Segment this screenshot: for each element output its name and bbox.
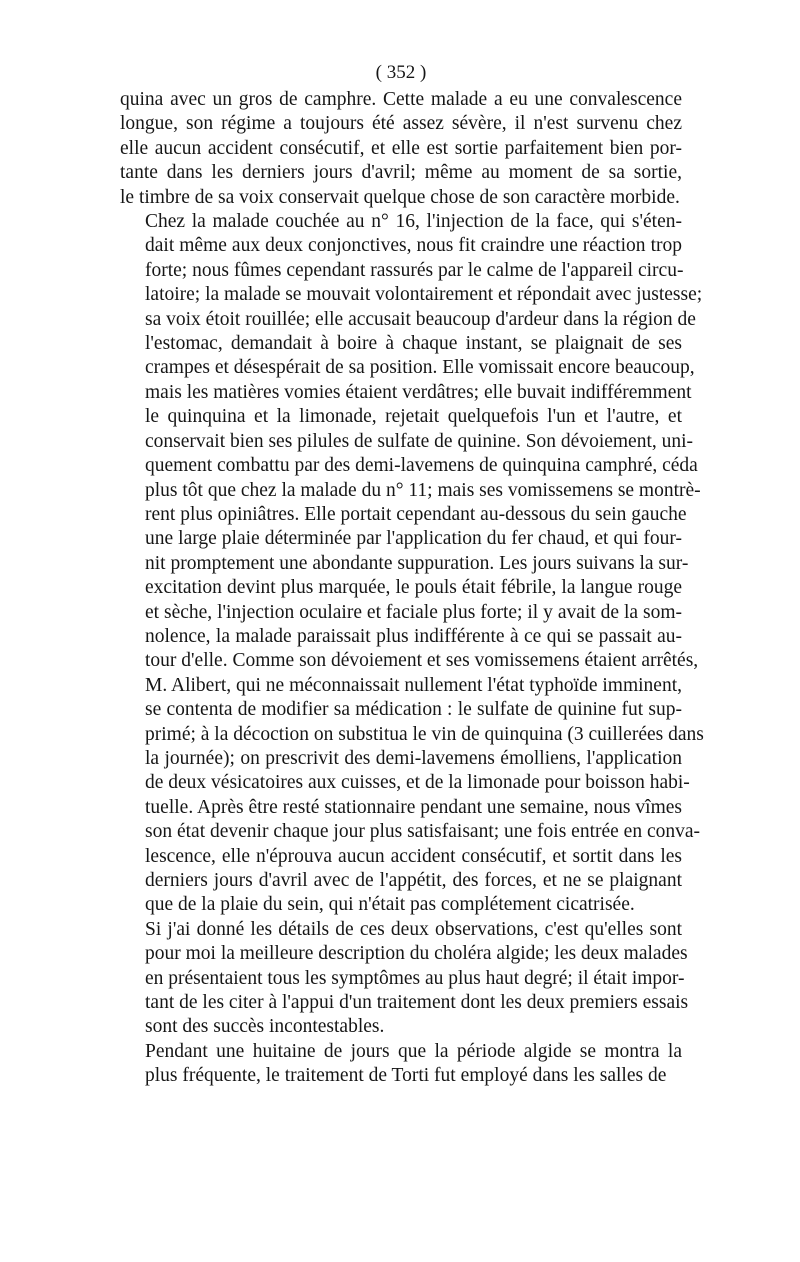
text-line: derniers jours d'avril avec de l'appétit, des forces, et ne se plaignant [145,870,682,891]
text-line: longue, son régime a toujours été assez sévère, il n'est survenu chez [120,113,682,135]
paragraph [120,88,682,210]
text-line: lescence, elle n'éprouva aucun accident consécutif, et sortit dans les [145,845,682,867]
text-line: primé; à la décoction on substitua le vin de quinquina (3 cuillerées dans [145,723,704,745]
text-line: le timbre de sa voix conservait quelque chose de son caractère morbide. [120,186,680,208]
text-line: pour moi la meilleure description du choléra algide; les deux malades [145,943,688,965]
page-number: ( 352 ) [375,62,427,83]
text-line: elle aucun accident consécutif, et elle est sortie parfaitement bien por- [120,137,682,159]
text-line: nit promptement une abondante suppuration. Les jours suivans la sur- [145,552,689,574]
paragraph [120,210,704,918]
text-line: une large plaie déterminée par l'application du fer chaud, et qui four- [145,528,682,550]
text-line: tour d'elle. Comme son dévoiement et ses vomissemens étaient arrêtés, [145,650,699,672]
text-line: se contenta de modifier sa médication : le sulfate de quinine fut sup- [145,699,682,721]
text-line: dait même aux deux conjonctives, nous fit craindre une réaction trop [145,235,682,257]
text-line: plus fréquente, le traitement de Torti fut employé dans les salles de [145,1065,667,1087]
text-line: en présentaient tous les symptômes au plus haut degré; il était impor- [145,967,685,989]
paragraph [120,1040,682,1089]
text-line: et sèche, l'injection oculaire et faciale plus forte; il y avait de la som- [145,601,682,623]
text-line: crampes et désespérait de sa position. Elle vomissait encore beaucoup, [145,357,695,379]
text-line: tant de les citer à l'appui d'un traitement dont les deux premiers essais [145,992,689,1014]
document-page [120,58,704,1089]
text-line: latoire; la malade se mouvait volontairement et répondait avec justesse; [145,284,703,306]
text-line: la journée); on prescrivit des demi-lavemens émolliens, l'application [145,747,682,769]
text-line: rent plus opiniâtres. Elle portait cependant au-dessous du sein gauche [145,503,687,525]
text-line: excitation devint plus marquée, le pouls était fébrile, la langue rouge [145,577,682,599]
text-line: le quinquina et la limonade, rejetait quelquefois l'un et l'autre, et [145,406,682,428]
text-line: son état devenir chaque jour plus satisfaisant; une fois entrée en conva- [145,821,701,843]
text-line: l'estomac, demandait à boire à chaque instant, se plaignait de ses [145,333,682,355]
text-line: nolence, la malade paraissait plus indifférente à ce qui se passait au- [145,625,682,647]
text-line: tuelle. Après être resté stationnaire pendant une semaine, nous vîmes [145,796,682,818]
body-text [120,88,704,1089]
text-line: sont des succès incontestables. [145,1016,385,1038]
text-line: forte; nous fûmes cependant rassurés par le calme de l'appareil circu- [145,259,684,281]
text-line: tante dans les derniers jours d'avril; même au moment de sa sortie, [120,162,682,184]
text-line: mais les matières vomies étaient verdâtres; elle buvait indifféremment [145,381,692,403]
text-line: que de la plaie du sein, qui n'était pas complétement cicatrisée. [145,894,635,916]
text-line: plus tôt que chez la malade du n° 11; mais ses vomissemens se montrè- [145,479,701,501]
text-line: sa voix étoit rouillée; elle accusait beaucoup d'ardeur dans la région de [145,308,696,330]
text-line: Chez la malade couchée au n° 16, l'injection de la face, qui s'éten- [145,211,682,233]
text-line: Si j'ai donné les détails de ces deux observations, c'est qu'elles sont [145,918,682,940]
text-line: Pendant une huitaine de jours que la période algide se montra la [145,1040,682,1062]
text-line: quement combattu par des demi-lavemens de quinquina camphré, céda [145,455,698,477]
text-line: M. Alibert, qui ne méconnaissait nullement l'état typhoïde imminent, [145,674,682,696]
text-line: quina avec un gros de camphre. Cette malade a eu une convalescence [120,89,682,110]
text-line: conservait bien ses pilules de sulfate de quinine. Son dévoiement, uni- [145,430,694,452]
text-line: de deux vésicatoires aux cuisses, et de la limonade pour boisson habi- [145,772,690,794]
paragraph [120,918,689,1040]
